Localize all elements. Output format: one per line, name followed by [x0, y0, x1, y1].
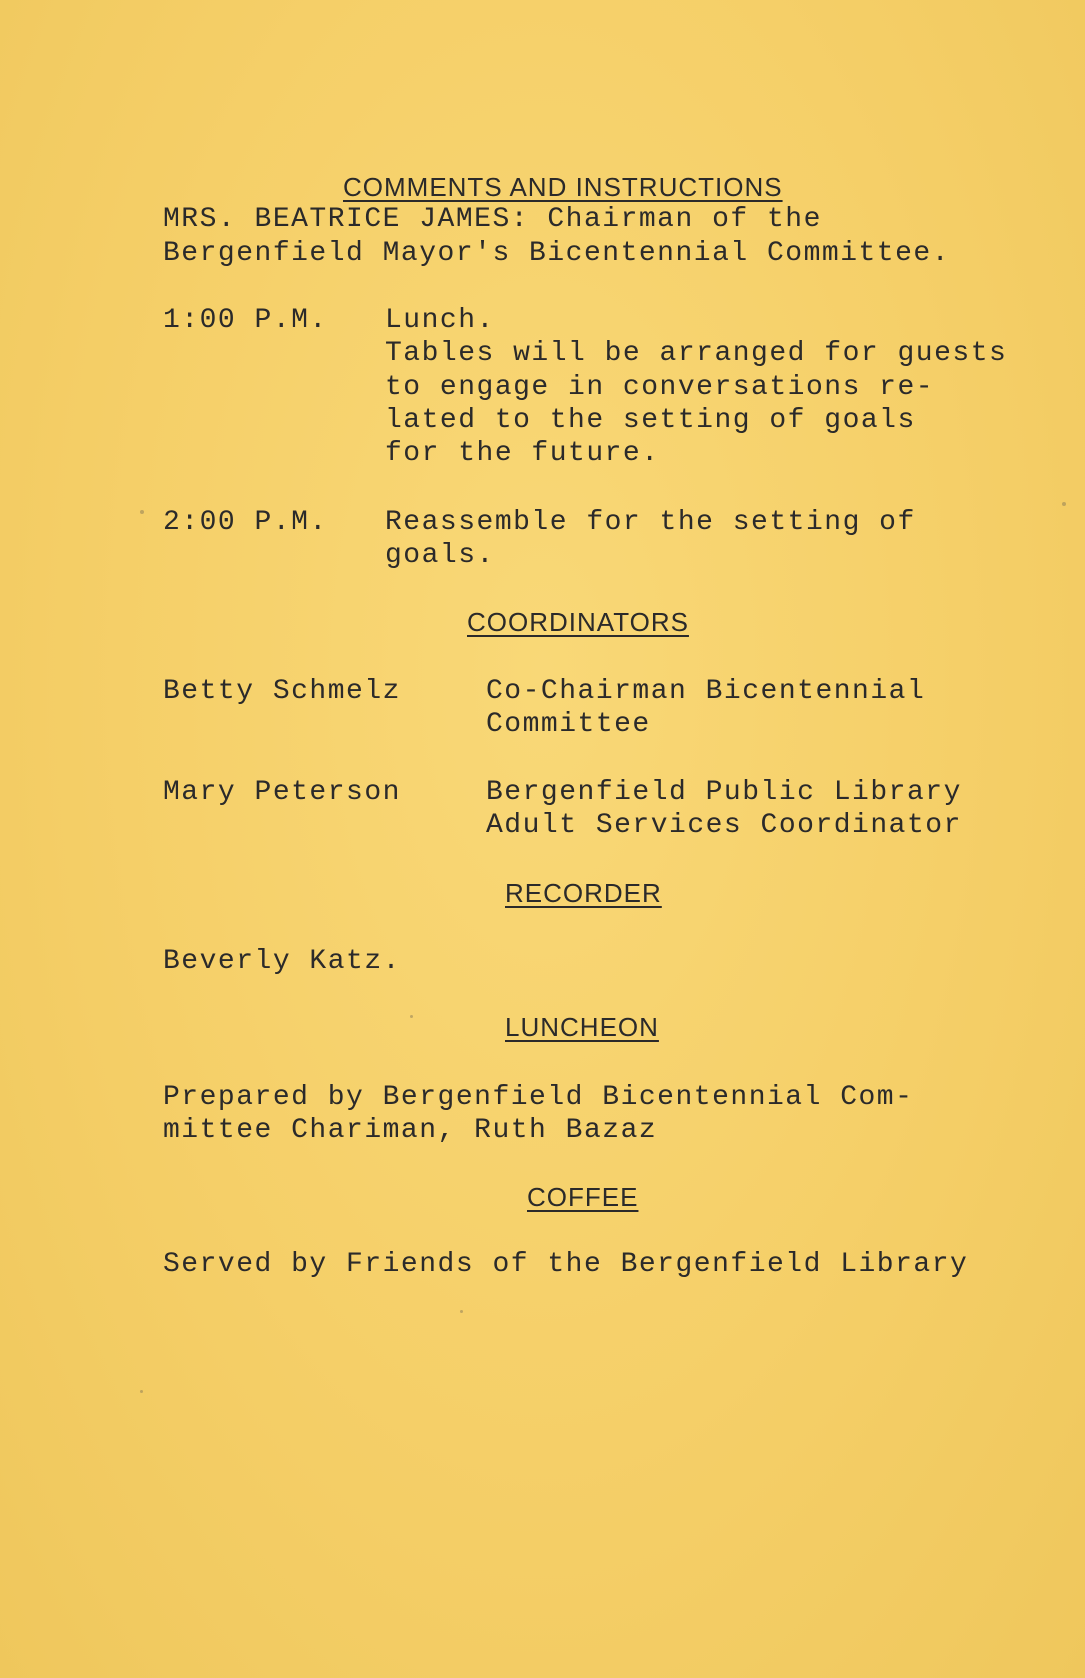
schedule-text: lated to the setting of goals: [385, 405, 916, 436]
coordinator-name: Betty Schmelz: [163, 676, 401, 707]
paper-speck: [140, 1390, 143, 1393]
chair-line-2: Bergenfield Mayor's Bicentennial Committee.: [163, 238, 951, 269]
recorder-heading: RECORDER: [505, 878, 662, 908]
luncheon-line-1: Prepared by Bergenfield Bicentennial Com-: [163, 1082, 914, 1113]
coordinator-role: Committee: [486, 709, 651, 740]
luncheon-line-2: mittee Chariman, Ruth Bazaz: [163, 1115, 658, 1146]
chair-line-1: MRS. BEATRICE JAMES: Chairman of the: [163, 204, 822, 235]
schedule-time: 1:00 P.M.: [163, 305, 328, 336]
coordinators-heading: COORDINATORS: [467, 607, 689, 637]
schedule-text: for the future.: [385, 438, 660, 469]
coffee-heading: COFFEE: [527, 1182, 639, 1212]
coordinator-role: Co-Chairman Bicentennial: [486, 676, 926, 707]
coordinator-role: Bergenfield Public Library: [486, 777, 962, 808]
page-title: COMMENTS AND INSTRUCTIONS: [343, 172, 783, 202]
paper-speck: [140, 510, 144, 514]
luncheon-heading: LUNCHEON: [505, 1012, 659, 1042]
coordinator-name: Mary Peterson: [163, 777, 401, 808]
schedule-text: goals.: [385, 540, 495, 571]
schedule-text: to engage in conversations re-: [385, 372, 935, 403]
schedule-text: Lunch.: [385, 305, 495, 336]
schedule-time: 2:00 P.M.: [163, 507, 328, 538]
paper-speck: [1062, 502, 1066, 506]
coordinator-role: Adult Services Coordinator: [486, 810, 962, 841]
paper-speck: [460, 1310, 463, 1313]
recorder-name: Beverly Katz.: [163, 946, 401, 977]
coffee-line: Served by Friends of the Bergenfield Library: [163, 1249, 969, 1280]
schedule-text: Tables will be arranged for guests: [385, 338, 1008, 369]
paper-speck: [410, 1015, 413, 1018]
schedule-text: Reassemble for the setting of: [385, 507, 916, 538]
